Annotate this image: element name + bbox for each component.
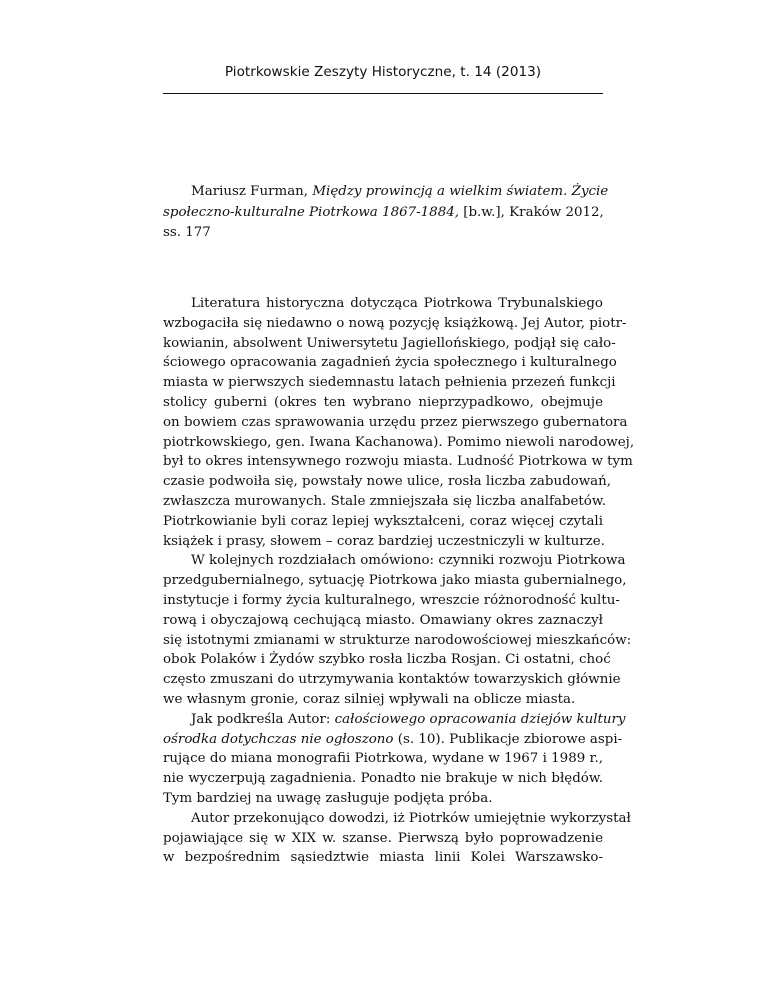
page-reference: (s. 10). Publikacje zbiorowe aspi- <box>393 731 623 747</box>
body-line: Autor przekonująco dowodzi, iż Piotrków umiejętnie wykorzystał <box>191 810 631 826</box>
body-line: instytucje i formy życia kulturalnego, wreszcie różnorodność kultu- <box>163 592 620 608</box>
para-lead: Jak podkreśla Autor: <box>191 711 335 727</box>
body-line: książek i prasy, słowem – coraz bardziej uczestniczyli w kulturze. <box>163 533 605 549</box>
citation-title: społeczno-kulturalne Piotrkowa 1867-1884, <box>163 204 459 220</box>
body-line: często zmuszani do utrzymywania kontaktów towarzyskich głównie <box>163 672 621 688</box>
body-line: w bezpośrednim sąsiedztwie miasta linii Kolei Warszawsko- <box>163 850 603 866</box>
citation-line <box>163 203 603 224</box>
body-line <box>163 710 626 730</box>
quotation: ośrodka dotychczas nie ogłoszono <box>163 731 394 747</box>
citation-title: Między prowincją a wielkim światem. Życie <box>312 184 609 199</box>
body-line: miasta w pierwszych siedemnastu latach pełnienia przezeń funkcji <box>163 375 616 391</box>
quotation: całościowego opracowania dziejów kultury <box>334 711 626 727</box>
citation-author: Mariusz Furman, <box>191 184 313 199</box>
running-header: Piotrkowskie Zeszyty Historyczne, t. 14 (2013) <box>224 64 542 80</box>
body-line: zwłaszcza murowanych. Stale zmniejszała się liczba analfabetów. <box>163 493 606 509</box>
body-line: czasie podwoiła się, powstały nowe ulice, rosła liczba zabudowań, <box>163 474 612 490</box>
body-line: wzbogaciła się niedawno o nową pozycję książkową. Jej Autor, piotr- <box>163 315 627 331</box>
body-line: W kolejnych rozdziałach omówiono: czynniki rozwoju Piotrkowa <box>191 553 626 569</box>
body-line: pojawiające się w XIX w. szanse. Pierwszą było poprowadzenie <box>163 830 603 846</box>
body-line: on bowiem czas sprawowania urzędu przez pierwszego gubernatora <box>163 414 628 430</box>
body-line: się istotnymi zmianami w strukturze narodowościowej mieszkańców: <box>163 632 632 648</box>
body-line: ściowego opracowania zagadnień życia społecznego i kulturalnego <box>163 355 617 371</box>
citation-publication: [b.w.], Kraków 2012, <box>459 204 604 220</box>
citation-line <box>163 182 609 203</box>
body-line: Piotrkowianie byli coraz lepiej wykształceni, coraz więcej czytali <box>163 513 603 529</box>
body-line: rujące do miana monografii Piotrkowa, wydane w 1967 i 1989 r., <box>163 751 603 767</box>
body-line: rową i obyczajową cechującą miasto. Omawiany okres zaznaczył <box>163 612 603 628</box>
body-line: obok Polaków i Żydów szybko rosła liczba Rosjan. Ci ostatni, choć <box>163 652 611 668</box>
citation-pages: ss. 177 <box>163 225 211 240</box>
body-line: Tym bardziej na uwagę zasługuje podjęta próba. <box>163 790 493 806</box>
body-line: stolicy guberni (okres ten wybrano nieprzypadkowo, obejmuje <box>163 394 603 410</box>
body-line: we własnym gronie, coraz silniej wpływali na oblicze miasta. <box>163 691 576 707</box>
body-line: był to okres intensywnego rozwoju miasta. Ludność Piotrkowa w tym <box>163 454 633 470</box>
body-line: nie wyczerpują zagadnienia. Ponadto nie brakuje w nich błędów. <box>163 771 603 787</box>
review-body <box>163 294 635 868</box>
book-citation <box>163 182 609 244</box>
body-line: kowianin, absolwent Uniwersytetu Jagiellońskiego, podjął się cało- <box>163 335 616 351</box>
body-line <box>163 730 623 750</box>
body-line: piotrkowskiego, gen. Iwana Kachanowa). Pomimo niewoli narodowej, <box>163 434 635 450</box>
body-line: Literatura historyczna dotycząca Piotrkowa Trybunalskiego <box>191 296 603 311</box>
header-rule <box>163 93 603 94</box>
body-line: przedgubernialnego, sytuację Piotrkowa jako miasta gubernialnego, <box>163 573 627 589</box>
